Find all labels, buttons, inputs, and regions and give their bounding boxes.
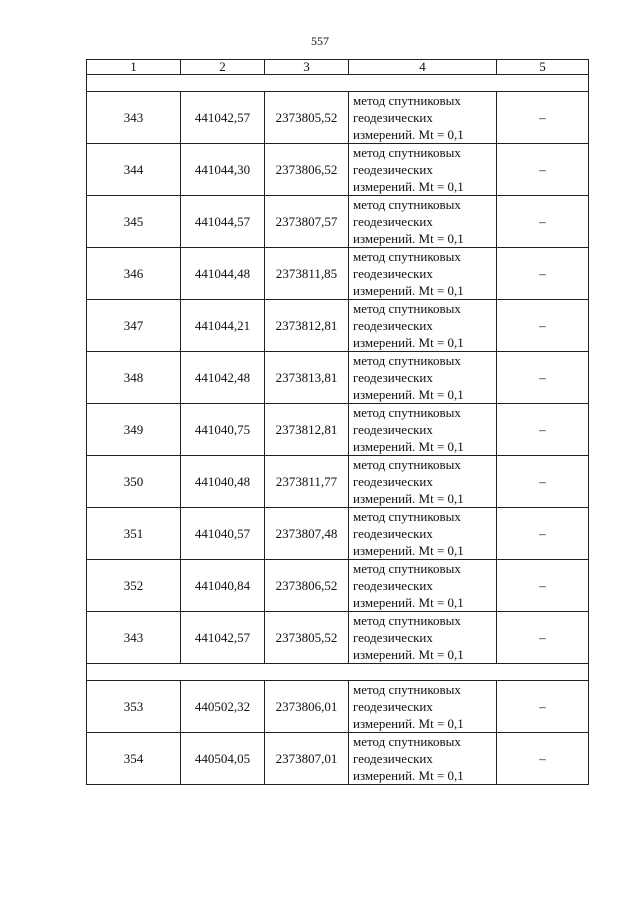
method-line: метод спутниковых — [353, 613, 461, 628]
column-header: 5 — [497, 60, 589, 75]
method-line: геодезических — [353, 266, 433, 281]
method-line: метод спутниковых — [353, 197, 461, 212]
method-line: измерений. Mt = 0,1 — [353, 543, 464, 558]
group-separator-cell — [87, 75, 589, 92]
method-cell — [349, 248, 497, 300]
method-line: метод спутниковых — [353, 734, 461, 749]
note-cell: – — [497, 456, 589, 508]
group-separator-cell — [87, 664, 589, 681]
y-coordinate-cell: 2373805,52 — [265, 92, 349, 144]
method-line: метод спутниковых — [353, 561, 461, 576]
point-number-cell: 354 — [87, 733, 181, 785]
table-row — [87, 456, 589, 508]
method-line: метод спутниковых — [353, 509, 461, 524]
note-cell: – — [497, 196, 589, 248]
method-line: измерений. Mt = 0,1 — [353, 335, 464, 350]
method-line: геодезических — [353, 578, 433, 593]
method-cell — [349, 300, 497, 352]
table-row — [87, 508, 589, 560]
method-line: метод спутниковых — [353, 682, 461, 697]
y-coordinate-cell: 2373806,52 — [265, 144, 349, 196]
note-cell: – — [497, 508, 589, 560]
method-cell — [349, 456, 497, 508]
point-number-cell: 347 — [87, 300, 181, 352]
y-coordinate-cell: 2373812,81 — [265, 404, 349, 456]
method-line: измерений. Mt = 0,1 — [353, 768, 464, 783]
y-coordinate-cell: 2373806,52 — [265, 560, 349, 612]
method-line: геодезических — [353, 318, 433, 333]
note-cell: – — [497, 560, 589, 612]
method-line: метод спутниковых — [353, 93, 461, 108]
method-cell — [349, 352, 497, 404]
y-coordinate-cell: 2373813,81 — [265, 352, 349, 404]
method-line: измерений. Mt = 0,1 — [353, 491, 464, 506]
x-coordinate-cell: 441044,57 — [181, 196, 265, 248]
method-line: измерений. Mt = 0,1 — [353, 179, 464, 194]
x-coordinate-cell: 440504,05 — [181, 733, 265, 785]
column-header: 2 — [181, 60, 265, 75]
point-number-cell: 349 — [87, 404, 181, 456]
method-line: геодезических — [353, 422, 433, 437]
method-cell — [349, 681, 497, 733]
method-line: измерений. Mt = 0,1 — [353, 647, 464, 662]
x-coordinate-cell: 441040,75 — [181, 404, 265, 456]
method-line: метод спутниковых — [353, 301, 461, 316]
method-line: метод спутниковых — [353, 405, 461, 420]
table-row — [87, 560, 589, 612]
method-cell — [349, 144, 497, 196]
point-number-cell: 353 — [87, 681, 181, 733]
point-number-cell: 343 — [87, 612, 181, 664]
table-row — [87, 612, 589, 664]
column-header: 1 — [87, 60, 181, 75]
point-number-cell: 350 — [87, 456, 181, 508]
method-cell — [349, 92, 497, 144]
x-coordinate-cell: 441042,48 — [181, 352, 265, 404]
table-row — [87, 681, 589, 733]
x-coordinate-cell: 441044,48 — [181, 248, 265, 300]
y-coordinate-cell: 2373807,57 — [265, 196, 349, 248]
method-line: геодезических — [353, 110, 433, 125]
note-cell: – — [497, 612, 589, 664]
method-line: метод спутниковых — [353, 353, 461, 368]
y-coordinate-cell: 2373811,85 — [265, 248, 349, 300]
y-coordinate-cell: 2373812,81 — [265, 300, 349, 352]
method-line: метод спутниковых — [353, 145, 461, 160]
y-coordinate-cell: 2373807,01 — [265, 733, 349, 785]
method-line: геодезических — [353, 214, 433, 229]
note-cell: – — [497, 681, 589, 733]
column-header: 4 — [349, 60, 497, 75]
table-row — [87, 352, 589, 404]
method-line: измерений. Mt = 0,1 — [353, 439, 464, 454]
method-line: метод спутниковых — [353, 249, 461, 264]
page-number: 557 — [311, 34, 329, 48]
method-cell — [349, 404, 497, 456]
note-cell: – — [497, 92, 589, 144]
method-cell — [349, 508, 497, 560]
method-cell — [349, 196, 497, 248]
column-header: 3 — [265, 60, 349, 75]
method-line: измерений. Mt = 0,1 — [353, 127, 464, 142]
y-coordinate-cell: 2373807,48 — [265, 508, 349, 560]
table-header-row — [87, 60, 589, 75]
method-cell — [349, 560, 497, 612]
method-cell — [349, 612, 497, 664]
method-line: геодезических — [353, 751, 433, 766]
group-separator-row — [87, 664, 589, 681]
method-line: измерений. Mt = 0,1 — [353, 283, 464, 298]
point-number-cell: 343 — [87, 92, 181, 144]
x-coordinate-cell: 441044,21 — [181, 300, 265, 352]
note-cell: – — [497, 248, 589, 300]
method-line: измерений. Mt = 0,1 — [353, 716, 464, 731]
method-line: измерений. Mt = 0,1 — [353, 387, 464, 402]
method-line: геодезических — [353, 630, 433, 645]
point-number-cell: 345 — [87, 196, 181, 248]
table-body — [87, 75, 589, 785]
y-coordinate-cell: 2373811,77 — [265, 456, 349, 508]
group-separator-row — [87, 75, 589, 92]
point-number-cell: 351 — [87, 508, 181, 560]
method-line: геодезических — [353, 526, 433, 541]
point-number-cell: 348 — [87, 352, 181, 404]
method-line: измерений. Mt = 0,1 — [353, 231, 464, 246]
y-coordinate-cell: 2373806,01 — [265, 681, 349, 733]
table-row — [87, 404, 589, 456]
method-line: геодезических — [353, 370, 433, 385]
coordinates-table — [86, 59, 589, 785]
note-cell: – — [497, 144, 589, 196]
x-coordinate-cell: 441040,48 — [181, 456, 265, 508]
method-line: геодезических — [353, 474, 433, 489]
method-line: измерений. Mt = 0,1 — [353, 595, 464, 610]
x-coordinate-cell: 440502,32 — [181, 681, 265, 733]
note-cell: – — [497, 300, 589, 352]
x-coordinate-cell: 441042,57 — [181, 92, 265, 144]
table-row — [87, 248, 589, 300]
x-coordinate-cell: 441040,84 — [181, 560, 265, 612]
table-row — [87, 733, 589, 785]
table-row — [87, 144, 589, 196]
x-coordinate-cell: 441042,57 — [181, 612, 265, 664]
method-line: геодезических — [353, 162, 433, 177]
point-number-cell: 352 — [87, 560, 181, 612]
note-cell: – — [497, 352, 589, 404]
table-row — [87, 300, 589, 352]
table-row — [87, 92, 589, 144]
method-cell — [349, 733, 497, 785]
point-number-cell: 344 — [87, 144, 181, 196]
y-coordinate-cell: 2373805,52 — [265, 612, 349, 664]
note-cell: – — [497, 733, 589, 785]
method-line: геодезических — [353, 699, 433, 714]
x-coordinate-cell: 441044,30 — [181, 144, 265, 196]
x-coordinate-cell: 441040,57 — [181, 508, 265, 560]
method-line: метод спутниковых — [353, 457, 461, 472]
note-cell: – — [497, 404, 589, 456]
table-row — [87, 196, 589, 248]
point-number-cell: 346 — [87, 248, 181, 300]
